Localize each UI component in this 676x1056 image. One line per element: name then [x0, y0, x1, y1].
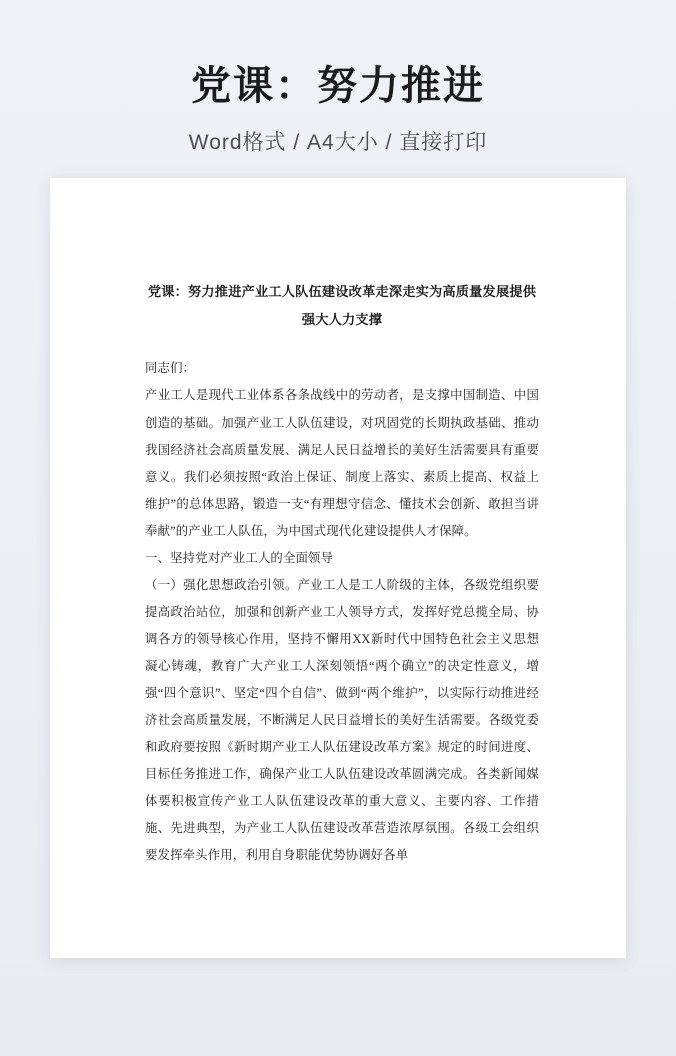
document-body [145, 355, 539, 869]
document-preview [50, 178, 626, 958]
document-content [145, 278, 539, 869]
banner-subtitle: Word格式 / A4大小 / 直接打印 [188, 131, 488, 154]
banner-title: 党课：努力推进 [191, 64, 485, 108]
document-paragraph: 产业工人是现代工业体系各条战线中的劳动者，是支撑中国制造、中国创造的基础。加强产业工人队伍建设，对巩固党的长期执政基础、推动我国经济社会高质量发展、满足人民日益增长的美好生活需要具有重要意义。我们必须按照“政治上保证、制度上落实、素质上提高、权益上维护”的总体思路，锻造一支“有理想守信念、懂技术会创新、敢担当讲奉献”的产业工人队伍，为中国式现代化建设提供人才保障。 [145, 388, 539, 538]
document-title: 党课：努力推进产业工人队伍建设改革走深走实为高质量发展提供强大人力支撑 [147, 284, 537, 327]
document-paragraph: 同志们： [145, 361, 196, 376]
document-paragraph: 一、坚持党对产业工人的全面领导 [145, 550, 334, 565]
banner [0, 0, 676, 156]
document-paragraph: （一）强化思想政治引领。产业工人是工人阶级的主体，各级党组织要提高政治站位，加强和创新产业工人领导方式，发挥好党总揽全局、协调各方的领导核心作用，坚持不懈用XX新时代中国特色社会主义思想凝心铸魂，教育广大产业工人深刻领悟“两个确立”的决定性意义，增强“四个意识”、坚定“四个自信”、做到“两个维护”，以实际行动推进经济社会高质量发展，不断满足人民日益增长的美好生活需要。各级党委和政府要按照《新时期产业工人队伍建设改革方案》规定的时间进度、目标任务推进工作，确保产业工人队伍建设改革圆满完成。各类新闻媒体要积极宣传产业工人队伍建设改革的重大意义、主要内容、工作措施、先进典型，为产业工人队伍建设改革营造浓厚氛围。各级工会组织要发挥牵头作用，利用自身职能优势协调好各单 [145, 577, 539, 862]
